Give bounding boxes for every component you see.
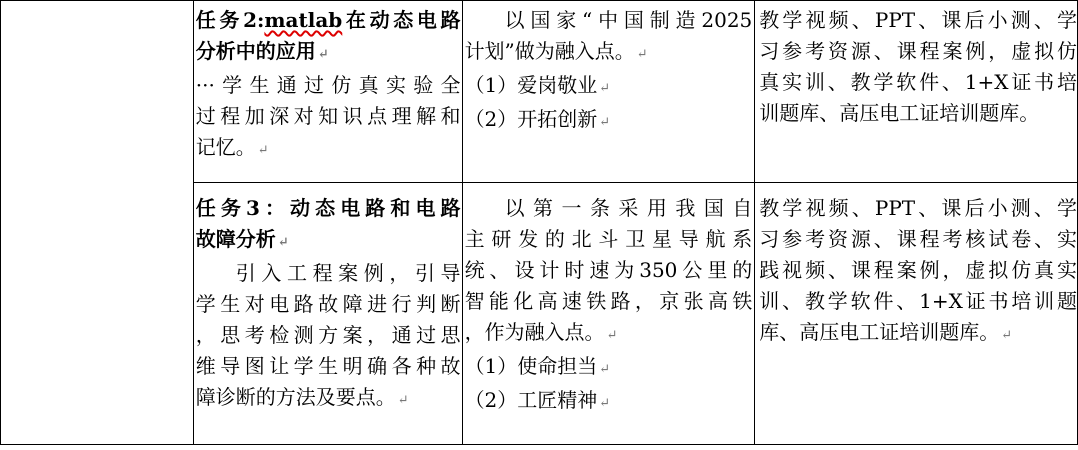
resources-line: 习参考资源、课程考核试卷、实 (759, 227, 1077, 251)
ideology-point: （2）开拓创新 ↵ (464, 107, 611, 131)
task-cell (193, 1, 462, 183)
task-desc-line: 引入工程案例，引导 (235, 261, 461, 285)
ideology-line: 统、设计时速为350公里的 (464, 258, 753, 282)
table-row (1, 1, 1078, 183)
ideology-line: 以第一条采用我国自 (504, 196, 753, 220)
resources-line: 践视频、课程案例，虚拟仿真实 (759, 258, 1077, 282)
task-desc-line: ···学生通过仿真实验全 (195, 73, 461, 97)
resources-line: 教学视频、PPT、课后小测、学 (759, 196, 1077, 220)
resources-line: 训、教学软件、1+X证书培训题 (759, 289, 1077, 313)
resources-line: 真实训、教学软件、1+X证书培 (759, 70, 1077, 94)
task-cell (193, 183, 462, 445)
ideology-line: 主研发的北斗卫星导航系 (464, 227, 753, 251)
task-keyword: matlab (264, 8, 343, 32)
task-title-line2: 分析中的应用 ↵ (195, 39, 329, 63)
task-desc-line: 障诊断的方法及要点。 ↵ (195, 385, 409, 409)
task-desc-line: 过程加深对知识点理解和 (195, 104, 461, 128)
blank-left-cell (1, 1, 194, 445)
ideology-line: 计划”做为融入点。 ↵ (464, 39, 648, 63)
task-desc-line: 学生对电路故障进行判断 (195, 292, 461, 316)
task-title-line1: 任务2:matlab在动态电路 (195, 8, 461, 32)
resources-line: 训题库、高压电工证培训题库。 (759, 101, 1040, 125)
ideology-point: （2）工匠精神 ↵ (464, 388, 611, 412)
task-desc-line: 维导图让学生明确各种故 (195, 354, 461, 378)
task-title-line2: 故障分析 ↵ (195, 227, 289, 251)
resources-cell (755, 183, 1078, 445)
ideology-cell (462, 183, 755, 445)
ideology-line: 智能化高速铁路，京张高铁 (464, 289, 753, 313)
resources-line: 习参考资源、课程案例，虚拟仿 (759, 39, 1077, 63)
resources-cell (755, 1, 1078, 183)
resources-line: 库、高压电工证培训题库。 ↵ (759, 320, 1013, 344)
ideology-point: （1）爱岗敬业 ↵ (464, 73, 611, 97)
ideology-point: （1）使命担当 ↵ (464, 354, 611, 378)
ideology-line: ，作为融入点。 ↵ (464, 320, 618, 344)
ideology-line: 以国家“中国制造2025 (504, 8, 753, 32)
ideology-cell (462, 1, 755, 183)
task-desc-line: 记忆。 ↵ (195, 135, 269, 159)
task-desc-line: ，思考检测方案，通过思 (195, 323, 461, 347)
task-title-line1: 任务3：动态电路和电路 (195, 196, 461, 220)
resources-line: 教学视频、PPT、课后小测、学 (759, 8, 1077, 32)
